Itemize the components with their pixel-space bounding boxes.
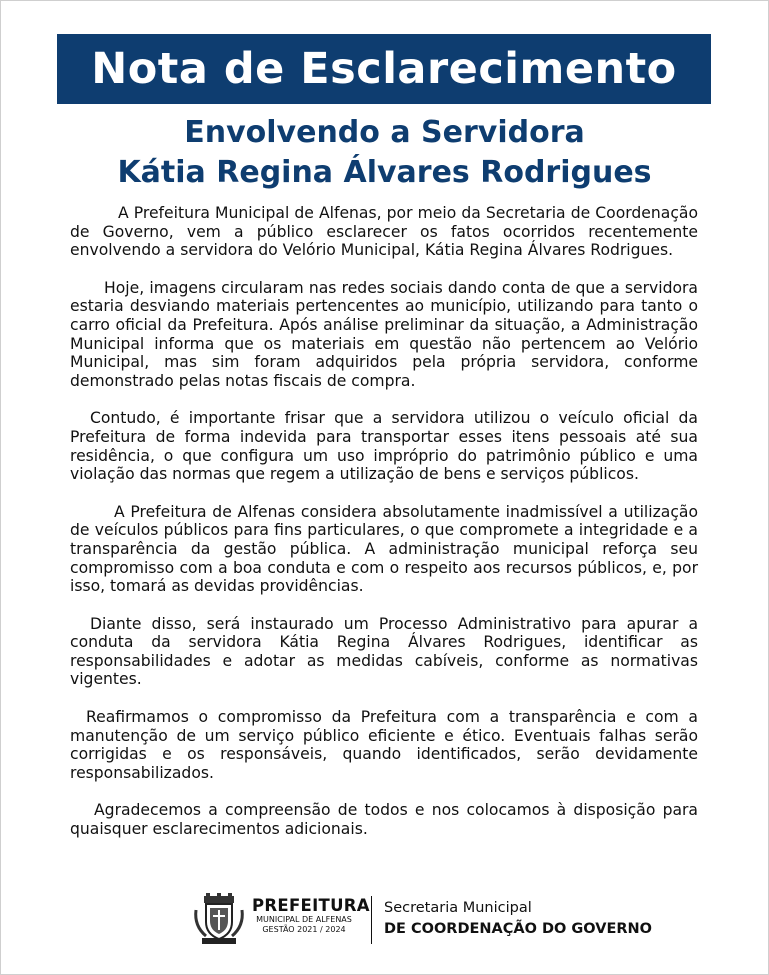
paragraph-4: A Prefeitura de Alfenas considera absolutamente inadmissível a utilização de veículos públicos para fins particulares, o que compromete a integridade e a transparência da gestão pública. A administração municipal reforça seu compromisso com a boa conduta e com o respeito aos recursos públicos, e, por isso, tomará as devidas providências.: [70, 502, 698, 596]
subtitle-line-1: Envolvendo a Servidora: [184, 115, 585, 150]
page-title: Nota de Esclarecimento: [91, 44, 677, 94]
paragraph-2: Hoje, imagens circularam nas redes sociais dando conta de que a servidora estaria desviando materiais pertencentes ao município, utilizando para tanto o carro oficial da Prefeitura. Após análise preliminar da situação, a Administração Municipal informa que os materiais em questão não pertencem ao Velório Municipal, mas sim foram adquiridos pela própria servidora, conforme demonstrado pelas notas fiscais de compra.: [70, 278, 698, 390]
paragraph-6: Reafirmamos o compromisso da Prefeitura com a transparência e com a manutenção de um serviço público eficiente e ético. Eventuais falhas serão corrigidas e os responsáveis, quando identificados, serão devidamente responsabilizados.: [70, 708, 698, 782]
paragraph-7: Agradecemos a compreensão de todos e nos colocamos à disposição para quaisquer esclarecimentos adicionais.: [70, 801, 698, 839]
subtitle: [0, 113, 769, 193]
logo-municipality: MUNICIPAL DE ALFENAS: [256, 915, 352, 924]
logo-term: GESTÃO 2021 / 2024: [262, 925, 346, 934]
paragraph-3: Contudo, é importante frisar que a servidora utilizou o veículo oficial da Prefeitura de forma indevida para transportar esses itens pessoais até sua residência, o que configura um uso impróprio do patrimônio público e uma violação das normas que regem a utilização de bens e serviços públicos.: [70, 409, 698, 484]
paragraph-5: Diante disso, será instaurado um Processo Administrativo para apurar a conduta da servidora Kátia Regina Álvares Rodrigues, identificar as responsabilidades e adotar as medidas cabíveis, conforme as normativas vigentes.: [70, 614, 698, 689]
logo-title: PREFEITURA: [252, 896, 370, 915]
prefeitura-logo-text: [252, 896, 370, 935]
footer-divider: [371, 896, 372, 944]
footer-signature: [192, 890, 652, 950]
paragraph-1: A Prefeitura Municipal de Alfenas, por meio da Secretaria de Coordenação de Governo, vem a público esclarecer os fatos ocorridos recentemente envolvendo a servidora do Velório Municipal, Kátia Regina Álvares Rodrigues.: [70, 204, 698, 260]
secretaria-text: [384, 899, 652, 940]
title-banner: [57, 34, 711, 104]
secretaria-line-1: Secretaria Municipal: [384, 900, 532, 916]
municipal-coat-of-arms-icon: [192, 892, 246, 946]
secretaria-line-2: DE COORDENAÇÃO DO GOVERNO: [384, 921, 652, 937]
subtitle-line-2: Kátia Regina Álvares Rodrigues: [117, 155, 652, 190]
note-body: [70, 204, 698, 858]
